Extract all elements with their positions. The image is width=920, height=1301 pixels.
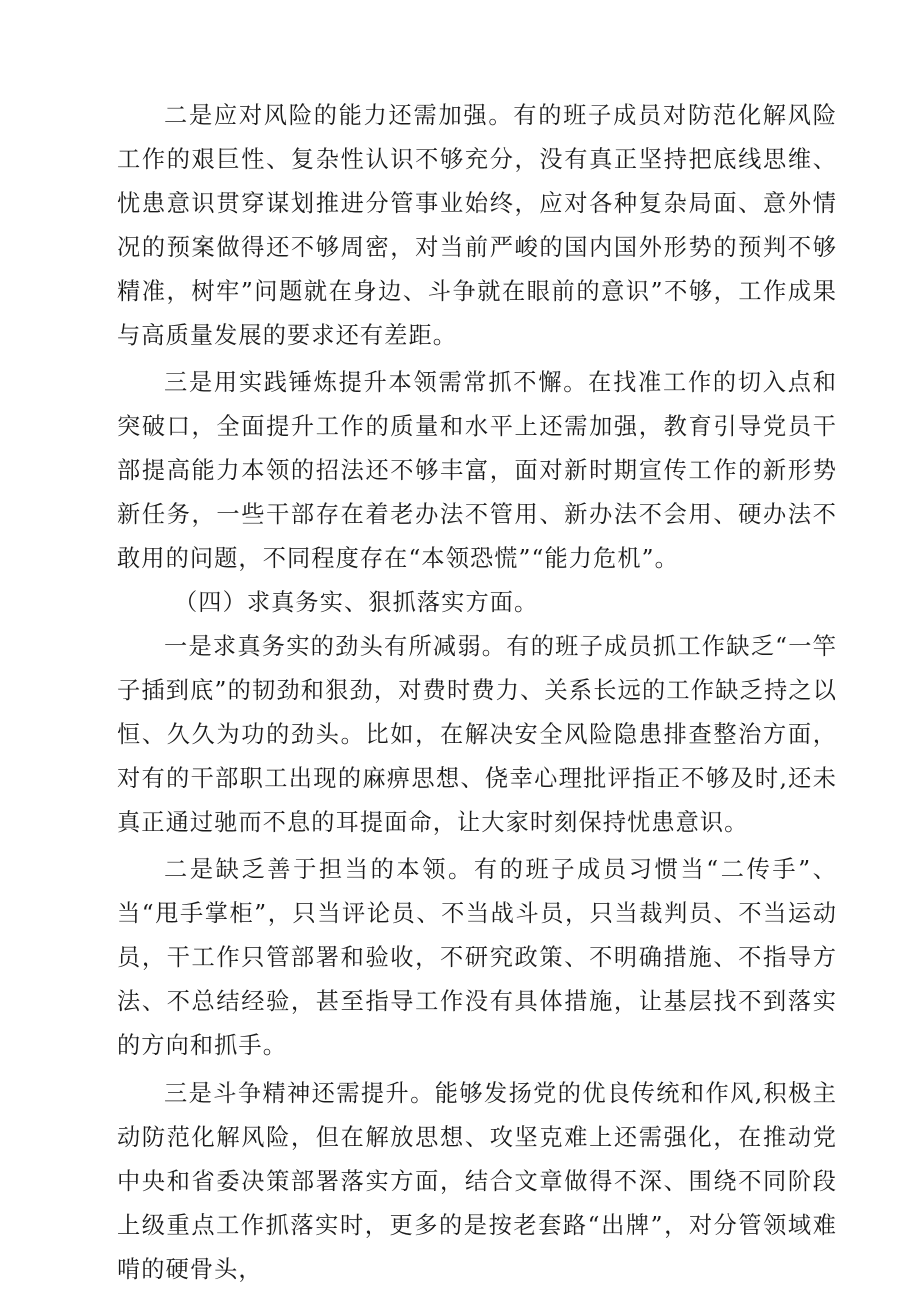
document-body [117, 94, 837, 1291]
paragraph-responsibility: 二是缺乏善于担当的本领。有的班子成员习惯当“二传手”、当“甩手掌柜”，只当评论员、不当战斗员，只当裁判员、不当运动员，干工作只管部署和验收，不研究政策、不明确措施、不指导方法、不总结经验，甚至指导工作没有具体措施，让基层找不到落实的方向和抓手。 [117, 856, 837, 1060]
section-heading-practical: （四）求真务实、狠抓落实方面。 [174, 588, 539, 616]
paragraph-practice-skills: 三是用实践锤炼提升本领需常抓不懈。在找准工作的切入点和突破口，全面提升工作的质量和水平上还需加强，教育引导党员干部提高能力本领的招法还不够丰富，面对新时期宣传工作的新形势新任务，一些干部存在着老办法不管用、新办法不会用、硬办法不敢用的问题，不同程度存在“本领恐慌”“能力危机”。 [117, 369, 837, 573]
paragraph-risk-response: 二是应对风险的能力还需加强。有的班子成员对防范化解风险工作的艰巨性、复杂性认识不够充分，没有真正坚持把底线思维、忧患意识贯穿谋划推进分管事业始终，应对各种复杂局面、意外情况的预案做得还不够周密，对当前严峻的国内国外形势的预判不够精准，树牢”问题就在身边、斗争就在眼前的意识”不够，工作成果与高质量发展的要求还有差距。 [117, 102, 837, 349]
paragraph-pragmatic-drive: 一是求真务实的劲头有所减弱。有的班子成员抓工作缺乏“一竿子插到底”的韧劲和狠劲，对费时费力、关系长远的工作缺乏持之以恒、久久为功的劲头。比如，在解决安全风险隐患排查整治方面，对有的干部职工出现的麻痹思想、侥幸心理批评指正不够及时,还未真正通过驰而不息的耳提面命，让大家时刻保持忧患意识。 [117, 632, 837, 836]
paragraph-fighting-spirit: 三是斗争精神还需提升。能够发扬党的优良传统和作风,积极主动防范化解风险，但在解放思想、攻坚克难上还需强化，在推动党中央和省委决策部署落实方面，结合文章做得不深、围绕不同阶段上级重点工作抓落实时，更多的是按老套路“出牌”，对分管领域难啃的硬骨头， [117, 1079, 837, 1283]
